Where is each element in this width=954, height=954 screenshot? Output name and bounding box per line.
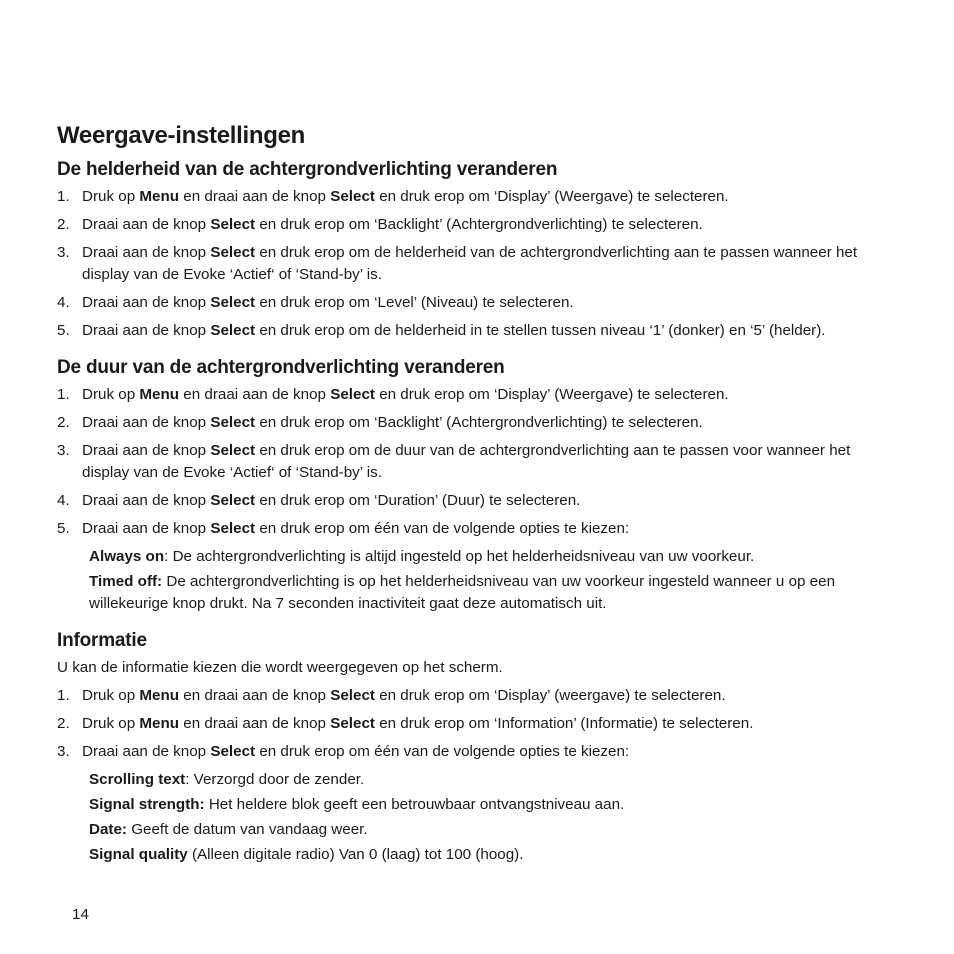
list-item: [57, 242, 887, 286]
steps-list-duration: [57, 384, 887, 540]
step-number: 3.: [57, 244, 70, 261]
section-heading-brightness: De helderheid van de achtergrondverlichting veranderen: [57, 159, 558, 180]
option-text: De achtergrondverlichting is op het helderheidsniveau van uw voorkeur ingesteld wanneer u op een willekeurige knop drukt. Na 7 seconden inactiviteit gaat deze automatisch uit.: [89, 573, 836, 612]
step-text: en druk erop om de helderheid van de achtergrondverlichting aan te passen wanneer het display van de Evoke ‘Actief‘ of ‘Stand-by’ is.: [82, 244, 858, 283]
key-label: Menu: [139, 687, 180, 704]
key-label: Select: [330, 687, 375, 704]
list-item: [57, 518, 887, 540]
step-text: en druk erop om één van de volgende opties te kiezen:: [255, 520, 630, 537]
list-item: [57, 384, 887, 406]
key-label: Select: [210, 294, 256, 311]
list-item: [57, 741, 887, 763]
step-text: en druk erop om ‘Display’ (Weergave) te selecteren.: [374, 188, 729, 205]
step-number: 1.: [57, 188, 70, 205]
step-text: Draai aan de knop: [82, 520, 211, 537]
step-text: en draai aan de knop: [179, 715, 331, 732]
option-scrolling-text: [57, 769, 887, 791]
step-text: Draai aan de knop: [82, 322, 211, 339]
option-label: Always on: [89, 548, 165, 565]
section-heading-information: Informatie: [57, 630, 147, 651]
step-text: en druk erop om de duur van de achtergrondverlichting aan te passen voor wanneer het display van de Evoke ‘Actief‘ of ‘Stand-by’ is.: [82, 442, 851, 481]
key-label: Select: [210, 244, 256, 261]
step-text: Druk op: [82, 188, 140, 205]
list-item: [57, 490, 887, 512]
list-item: [57, 214, 887, 236]
step-text: Druk op: [82, 687, 140, 704]
step-text: Draai aan de knop: [82, 492, 211, 509]
option-label: Timed off:: [89, 573, 163, 590]
key-label: Select: [210, 442, 256, 459]
step-text: Draai aan de knop: [82, 743, 211, 760]
option-label: Date:: [89, 821, 127, 838]
step-number: 5.: [57, 322, 70, 339]
option-text: : De achtergrondverlichting is altijd ingesteld op het helderheidsniveau van uw voorkeur.: [164, 548, 755, 565]
option-text: (Alleen digitale radio) Van 0 (laag) tot 100 (hoog).: [187, 846, 524, 863]
key-label: Select: [330, 386, 375, 403]
step-text: en druk erop om ‘Duration’ (Duur) te selecteren.: [255, 492, 581, 509]
option-label: Scrolling text: [89, 771, 186, 788]
page-number: 14: [72, 906, 89, 923]
step-text: en draai aan de knop: [179, 687, 331, 704]
step-number: 4.: [57, 294, 70, 311]
page-content: [57, 120, 887, 869]
step-number: 1.: [57, 386, 70, 403]
option-text: Geeft de datum van vandaag weer.: [126, 821, 368, 838]
step-number: 3.: [57, 442, 70, 459]
step-number: 4.: [57, 492, 70, 509]
step-text: en druk erop om ‘Information’ (Informatie) te selecteren.: [374, 715, 754, 732]
key-label: Select: [210, 743, 256, 760]
key-label: Select: [210, 492, 256, 509]
step-number: 3.: [57, 743, 70, 760]
section-heading-duration: De duur van de achtergrondverlichting veranderen: [57, 357, 505, 378]
key-label: Select: [210, 322, 256, 339]
step-number: 2.: [57, 715, 70, 732]
key-label: Select: [330, 188, 375, 205]
key-label: Menu: [139, 188, 180, 205]
step-text: Draai aan de knop: [82, 216, 211, 233]
step-text: en draai aan de knop: [179, 386, 331, 403]
list-item: [57, 685, 887, 707]
list-item: [57, 292, 887, 314]
step-text: en druk erop om één van de volgende opties te kiezen:: [255, 743, 630, 760]
step-text: en draai aan de knop: [179, 188, 331, 205]
key-label: Menu: [139, 715, 180, 732]
list-item: [57, 186, 887, 208]
option-signal-strength: [57, 794, 887, 816]
option-text: Het heldere blok geeft een betrouwbaar ontvangstniveau aan.: [204, 796, 625, 813]
option-signal-quality: [57, 844, 887, 866]
step-text: en druk erop om ‘Display’ (Weergave) te selecteren.: [374, 386, 729, 403]
list-item: [57, 412, 887, 434]
page-title: Weergave-instellingen: [57, 122, 305, 149]
key-label: Select: [330, 715, 375, 732]
step-text: Draai aan de knop: [82, 244, 211, 261]
step-number: 5.: [57, 520, 70, 537]
step-text: en druk erop om ‘Backlight’ (Achtergrondverlichting) te selecteren.: [255, 414, 703, 431]
key-label: Menu: [139, 386, 180, 403]
step-number: 1.: [57, 687, 70, 704]
option-always-on: [57, 546, 887, 568]
section-intro: U kan de informatie kiezen die wordt weergegeven op het scherm.: [57, 659, 503, 676]
option-label: Signal strength:: [89, 796, 205, 813]
option-timed-off: [57, 571, 887, 615]
option-date: [57, 819, 887, 841]
step-text: Draai aan de knop: [82, 414, 211, 431]
key-label: Select: [210, 414, 256, 431]
step-text: Draai aan de knop: [82, 442, 211, 459]
steps-list-brightness: [57, 186, 887, 342]
list-item: [57, 440, 887, 484]
step-number: 2.: [57, 216, 70, 233]
steps-list-information: [57, 685, 887, 763]
step-text: Druk op: [82, 715, 140, 732]
list-item: [57, 713, 887, 735]
step-text: en druk erop om ‘Backlight’ (Achtergrondverlichting) te selecteren.: [255, 216, 703, 233]
option-label: Signal quality: [89, 846, 188, 863]
key-label: Select: [210, 520, 256, 537]
step-text: en druk erop om ‘Level’ (Niveau) te selecteren.: [255, 294, 574, 311]
key-label: Select: [210, 216, 256, 233]
list-item: [57, 320, 887, 342]
option-text: : Verzorgd door de zender.: [185, 771, 365, 788]
step-text: Druk op: [82, 386, 140, 403]
step-text: Draai aan de knop: [82, 294, 211, 311]
step-number: 2.: [57, 414, 70, 431]
step-text: en druk erop om ‘Display’ (weergave) te selecteren.: [374, 687, 726, 704]
step-text: en druk erop om de helderheid in te stellen tussen niveau ‘1’ (donker) en ‘5’ (helder).: [255, 322, 826, 339]
